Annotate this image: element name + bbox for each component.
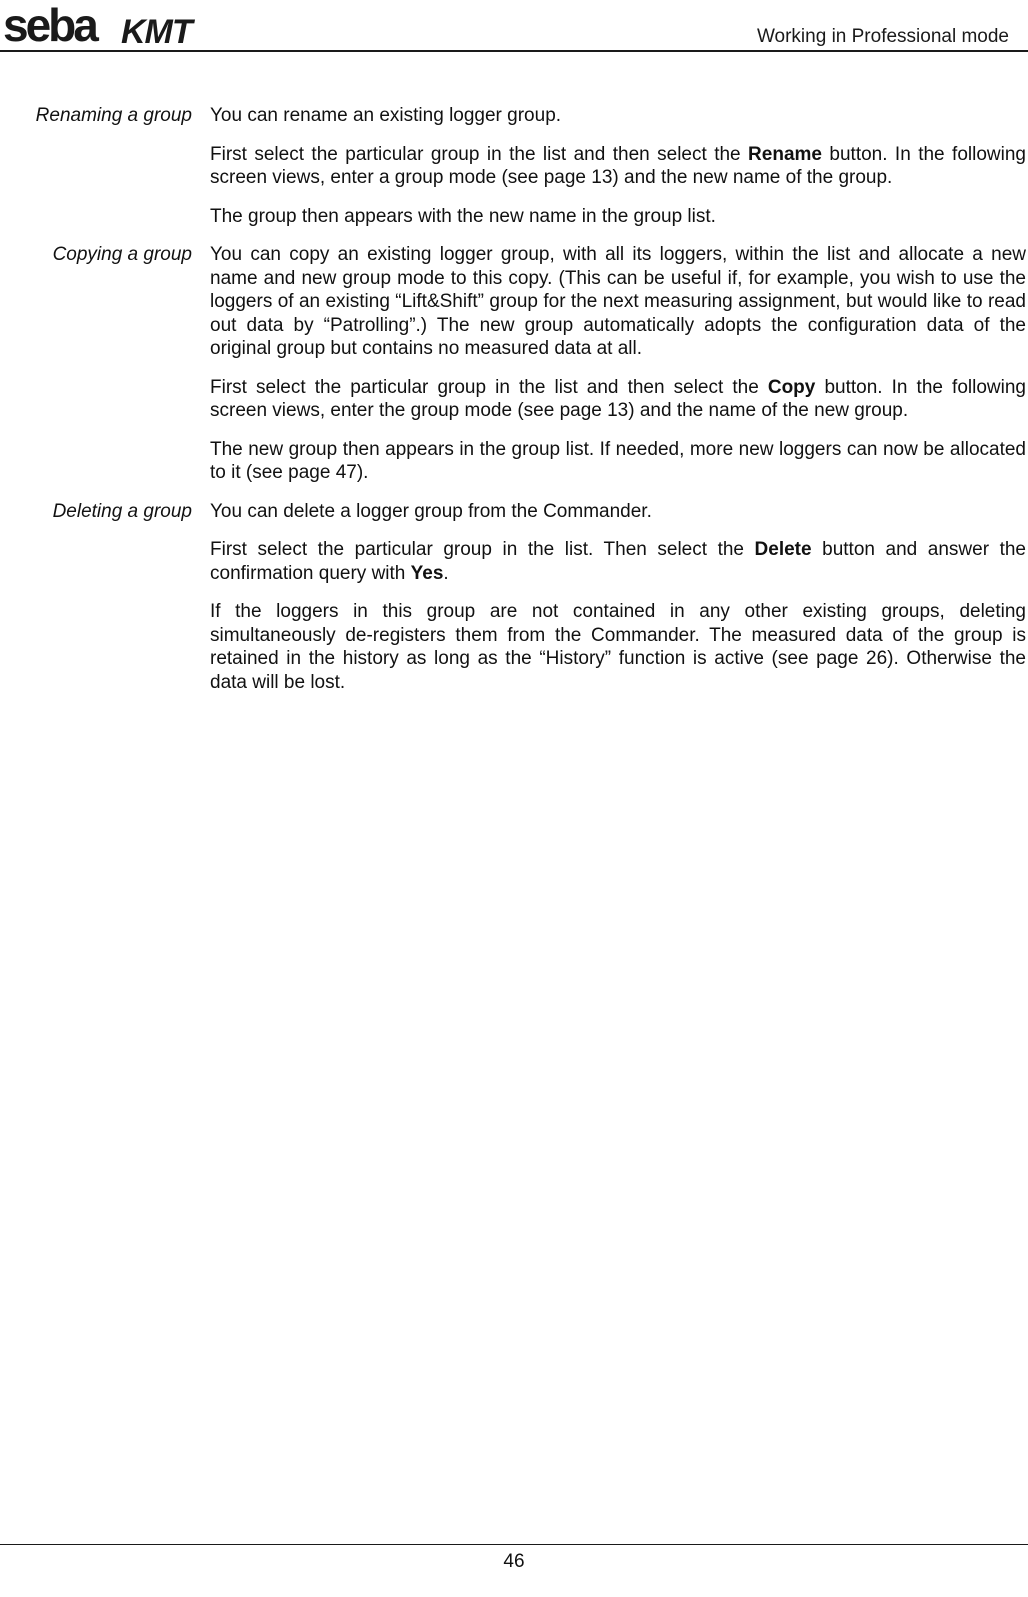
paragraph: First select the particular group in the list and then select the Rename button. In the following screen views, enter a group mode (see page 13) and the new name of the group. [210, 143, 1026, 188]
section [0, 104, 1028, 228]
page-header [0, 0, 1028, 52]
document-body [0, 104, 1028, 709]
paragraph: The new group then appears in the group list. If needed, more new loggers can now be allocated to it (see page 47). [210, 438, 1026, 483]
section-label: Copying a group [52, 244, 192, 265]
section-label: Renaming a group [35, 105, 192, 126]
footer-divider [0, 1544, 1028, 1545]
bold-term: Yes [410, 562, 444, 584]
bold-term: Delete [754, 539, 812, 560]
paragraph: You can delete a logger group from the Commander. [210, 500, 652, 522]
page-number: 46 [503, 1551, 525, 1572]
paragraph: First select the particular group in the list and then select the Copy button. In the following screen views, enter the group mode (see page 13) and the name of the new group. [210, 376, 1026, 421]
svg-text:KMT: KMT [121, 13, 192, 46]
svg-text:seba: seba [3, 6, 96, 46]
section [0, 500, 1028, 695]
header-divider [0, 50, 1028, 52]
paragraph: You can copy an existing logger group, with all its loggers, within the list and allocate a new name and new group mode to this copy. (This can be useful if, for example, you wish to use the loggers of an existing “Lift&Shift” group for the next measuring assignment, but would like to read out data by “Patrolling”.) The new group automatically adopts the configuration data of the original group but contains no measured data at all. [210, 244, 1026, 359]
paragraph: You can rename an existing logger group. [210, 105, 562, 126]
header-title: Working in Professional mode [756, 26, 1009, 47]
section [0, 243, 1028, 485]
bold-term: Rename [748, 143, 822, 165]
paragraph: If the loggers in this group are not contained in any other existing groups, deleting simultaneously de-registers them from the Commander. The measured data of the group is retained in the history as long as the “History” function is active (see page 26). Otherwise the data will be lost. [210, 601, 1026, 693]
paragraph: First select the particular group in the list. Then select the Delete button and answer the confirmation query with Yes. [210, 539, 1026, 584]
sebakmt-logo [3, 6, 225, 46]
section-label: Deleting a group [52, 500, 192, 522]
paragraph: The group then appears with the new name in the group list. [210, 205, 716, 227]
bold-term: Copy [767, 376, 816, 398]
